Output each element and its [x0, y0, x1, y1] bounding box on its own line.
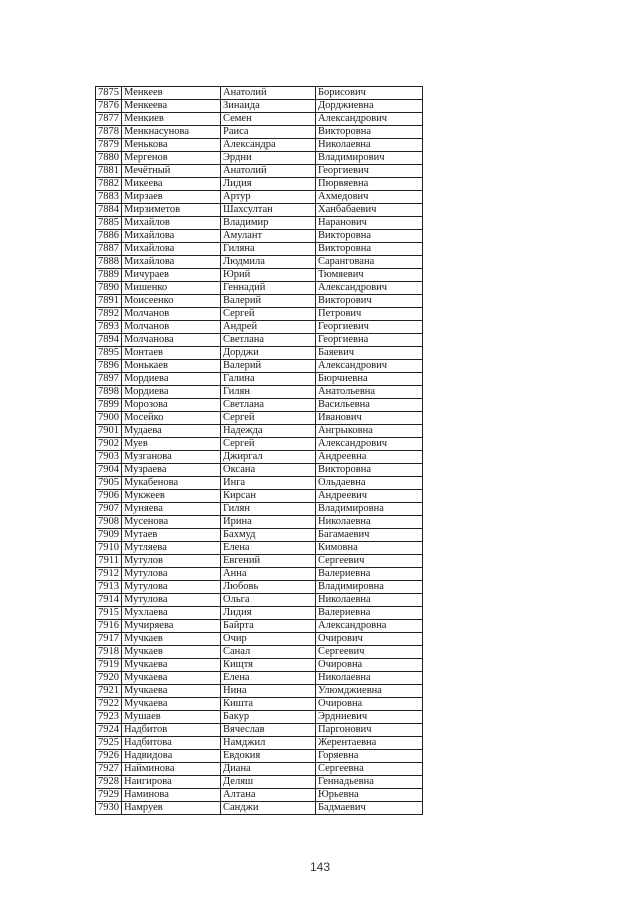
row-number: 7920 — [96, 672, 122, 685]
row-number: 7892 — [96, 308, 122, 321]
patronymic-cell: Юрьевна — [316, 789, 423, 802]
table-row — [96, 178, 423, 191]
surname-cell: Моисеенко — [122, 295, 221, 308]
table-row — [96, 711, 423, 724]
row-number: 7909 — [96, 529, 122, 542]
row-number: 7900 — [96, 412, 122, 425]
patronymic-cell: Сарангована — [316, 256, 423, 269]
table-row — [96, 555, 423, 568]
given-name-cell: Елена — [221, 542, 316, 555]
surname-cell: Найминова — [122, 763, 221, 776]
given-name-cell: Лидия — [221, 178, 316, 191]
given-name-cell: Галина — [221, 373, 316, 386]
surname-cell: Надбитов — [122, 724, 221, 737]
patronymic-cell: Баяевич — [316, 347, 423, 360]
table-row — [96, 191, 423, 204]
given-name-cell: Людмила — [221, 256, 316, 269]
patronymic-cell: Очировна — [316, 659, 423, 672]
table-row — [96, 165, 423, 178]
patronymic-cell: Георгиевич — [316, 321, 423, 334]
row-number: 7897 — [96, 373, 122, 386]
given-name-cell: Геннадий — [221, 282, 316, 295]
given-name-cell: Дорджи — [221, 347, 316, 360]
row-number: 7877 — [96, 113, 122, 126]
given-name-cell: Диана — [221, 763, 316, 776]
surname-cell: Мутляева — [122, 542, 221, 555]
surname-cell: Михайлова — [122, 256, 221, 269]
patronymic-cell: Сергеевич — [316, 555, 423, 568]
table-row — [96, 685, 423, 698]
table-row — [96, 594, 423, 607]
row-number: 7927 — [96, 763, 122, 776]
row-number: 7899 — [96, 399, 122, 412]
patronymic-cell: Очирович — [316, 633, 423, 646]
surname-cell: Мичураев — [122, 269, 221, 282]
table-row — [96, 126, 423, 139]
surname-cell: Мучкаева — [122, 659, 221, 672]
surname-cell: Монтаев — [122, 347, 221, 360]
row-number: 7915 — [96, 607, 122, 620]
surname-cell: Микеева — [122, 178, 221, 191]
given-name-cell: Сергей — [221, 438, 316, 451]
table-row — [96, 490, 423, 503]
table-row — [96, 438, 423, 451]
surname-cell: Молчанов — [122, 308, 221, 321]
row-number: 7925 — [96, 737, 122, 750]
row-number: 7921 — [96, 685, 122, 698]
row-number: 7929 — [96, 789, 122, 802]
surname-cell: Мучиряева — [122, 620, 221, 633]
patronymic-cell: Ханбабаевич — [316, 204, 423, 217]
surname-cell: Мишенко — [122, 282, 221, 295]
row-number: 7879 — [96, 139, 122, 152]
table-row — [96, 516, 423, 529]
table-row — [96, 542, 423, 555]
patronymic-cell: Паргонович — [316, 724, 423, 737]
row-number: 7917 — [96, 633, 122, 646]
given-name-cell: Кищтя — [221, 659, 316, 672]
table-row — [96, 139, 423, 152]
row-number: 7883 — [96, 191, 122, 204]
surname-cell: Надбитова — [122, 737, 221, 750]
patronymic-cell: Викторовна — [316, 464, 423, 477]
patronymic-cell: Александрович — [316, 282, 423, 295]
given-name-cell: Гилян — [221, 503, 316, 516]
patronymic-cell: Владимирович — [316, 152, 423, 165]
table-row — [96, 477, 423, 490]
table-row — [96, 321, 423, 334]
patronymic-cell: Тюмяевич — [316, 269, 423, 282]
patronymic-cell: Васильевна — [316, 399, 423, 412]
surname-cell: Менькова — [122, 139, 221, 152]
surname-cell: Михайлова — [122, 230, 221, 243]
patronymic-cell: Горяевна — [316, 750, 423, 763]
surname-cell: Мухлаева — [122, 607, 221, 620]
table-row — [96, 451, 423, 464]
patronymic-cell: Кимовна — [316, 542, 423, 555]
surname-cell: Музраева — [122, 464, 221, 477]
patronymic-cell: Бадмаевич — [316, 802, 423, 815]
table-body — [96, 87, 423, 815]
table-row — [96, 802, 423, 815]
given-name-cell: Елена — [221, 672, 316, 685]
table-row — [96, 230, 423, 243]
patronymic-cell: Андреевич — [316, 490, 423, 503]
given-name-cell: Джиргал — [221, 451, 316, 464]
patronymic-cell: Александрович — [316, 438, 423, 451]
given-name-cell: Шахсултан — [221, 204, 316, 217]
row-number: 7928 — [96, 776, 122, 789]
row-number: 7893 — [96, 321, 122, 334]
given-name-cell: Деляш — [221, 776, 316, 789]
surname-cell: Михайлова — [122, 243, 221, 256]
table-row — [96, 347, 423, 360]
given-name-cell: Вячеслав — [221, 724, 316, 737]
given-name-cell: Любовь — [221, 581, 316, 594]
row-number: 7889 — [96, 269, 122, 282]
patronymic-cell: Александрович — [316, 113, 423, 126]
table-row — [96, 581, 423, 594]
row-number: 7916 — [96, 620, 122, 633]
patronymic-cell: Александрович — [316, 360, 423, 373]
row-number: 7912 — [96, 568, 122, 581]
given-name-cell: Байрта — [221, 620, 316, 633]
table-row — [96, 633, 423, 646]
table-row — [96, 776, 423, 789]
table-row — [96, 763, 423, 776]
patronymic-cell: Владимировна — [316, 503, 423, 516]
table-row — [96, 217, 423, 230]
table-row — [96, 646, 423, 659]
row-number: 7918 — [96, 646, 122, 659]
surname-cell: Мергенов — [122, 152, 221, 165]
table-row — [96, 152, 423, 165]
surname-cell: Мукжеев — [122, 490, 221, 503]
table-row — [96, 503, 423, 516]
given-name-cell: Кирсан — [221, 490, 316, 503]
given-name-cell: Оксана — [221, 464, 316, 477]
surname-cell: Мордиева — [122, 373, 221, 386]
table-row — [96, 308, 423, 321]
patronymic-cell: Викторовна — [316, 230, 423, 243]
surname-cell: Мирзиметов — [122, 204, 221, 217]
row-number: 7888 — [96, 256, 122, 269]
row-number: 7907 — [96, 503, 122, 516]
table-row — [96, 256, 423, 269]
surname-cell: Мушаев — [122, 711, 221, 724]
patronymic-cell: Ангрыковна — [316, 425, 423, 438]
surname-cell: Мутулов — [122, 555, 221, 568]
surname-cell: Менкиев — [122, 113, 221, 126]
row-number: 7924 — [96, 724, 122, 737]
given-name-cell: Алтана — [221, 789, 316, 802]
patronymic-cell: Владимировна — [316, 581, 423, 594]
table-row — [96, 620, 423, 633]
given-name-cell: Ирина — [221, 516, 316, 529]
given-name-cell: Светлана — [221, 399, 316, 412]
row-number: 7891 — [96, 295, 122, 308]
given-name-cell: Светлана — [221, 334, 316, 347]
row-number: 7919 — [96, 659, 122, 672]
surname-cell: Мукабенова — [122, 477, 221, 490]
given-name-cell: Намджил — [221, 737, 316, 750]
surname-cell: Мечётный — [122, 165, 221, 178]
patronymic-cell: Валериевна — [316, 607, 423, 620]
given-name-cell: Нина — [221, 685, 316, 698]
surname-cell: Наигирова — [122, 776, 221, 789]
row-number: 7904 — [96, 464, 122, 477]
patronymic-cell: Ольдаевна — [316, 477, 423, 490]
table-row — [96, 529, 423, 542]
given-name-cell: Гиляна — [221, 243, 316, 256]
table-row — [96, 737, 423, 750]
patronymic-cell: Геннадьевна — [316, 776, 423, 789]
row-number: 7903 — [96, 451, 122, 464]
surname-cell: Менкеева — [122, 100, 221, 113]
surname-cell: Наминова — [122, 789, 221, 802]
table-row — [96, 243, 423, 256]
surname-cell: Мосейко — [122, 412, 221, 425]
patronymic-cell: Анатольевна — [316, 386, 423, 399]
surname-cell: Михайлов — [122, 217, 221, 230]
row-number: 7875 — [96, 87, 122, 100]
given-name-cell: Александра — [221, 139, 316, 152]
patronymic-cell: Петрович — [316, 308, 423, 321]
table-row — [96, 373, 423, 386]
table-row — [96, 113, 423, 126]
given-name-cell: Раиса — [221, 126, 316, 139]
row-number: 7911 — [96, 555, 122, 568]
surname-cell: Мордиева — [122, 386, 221, 399]
patronymic-cell: Александровна — [316, 620, 423, 633]
given-name-cell: Артур — [221, 191, 316, 204]
patronymic-cell: Жерентаевна — [316, 737, 423, 750]
given-name-cell: Кишта — [221, 698, 316, 711]
table-row — [96, 659, 423, 672]
patronymic-cell: Викторовна — [316, 126, 423, 139]
row-number: 7926 — [96, 750, 122, 763]
given-name-cell: Зинаида — [221, 100, 316, 113]
patronymic-cell: Сергеевич — [316, 646, 423, 659]
given-name-cell: Евгений — [221, 555, 316, 568]
patronymic-cell: Иванович — [316, 412, 423, 425]
given-name-cell: Семен — [221, 113, 316, 126]
patronymic-cell: Николаевна — [316, 139, 423, 152]
row-number: 7881 — [96, 165, 122, 178]
given-name-cell: Андрей — [221, 321, 316, 334]
patronymic-cell: Пюрвяевна — [316, 178, 423, 191]
row-number: 7902 — [96, 438, 122, 451]
row-number: 7895 — [96, 347, 122, 360]
given-name-cell: Бахмуд — [221, 529, 316, 542]
surname-cell: Менкнасунова — [122, 126, 221, 139]
table-row — [96, 698, 423, 711]
surname-cell: Мутулова — [122, 568, 221, 581]
patronymic-cell: Эрдниевич — [316, 711, 423, 724]
table-row — [96, 269, 423, 282]
table-row — [96, 87, 423, 100]
table-row — [96, 360, 423, 373]
surname-cell: Мирзаев — [122, 191, 221, 204]
given-name-cell: Инга — [221, 477, 316, 490]
patronymic-cell: Багамаевич — [316, 529, 423, 542]
given-name-cell: Валерий — [221, 360, 316, 373]
given-name-cell: Ольга — [221, 594, 316, 607]
surname-cell: Муев — [122, 438, 221, 451]
given-name-cell: Валерий — [221, 295, 316, 308]
patronymic-cell: Дорджиевна — [316, 100, 423, 113]
table-row — [96, 568, 423, 581]
given-name-cell: Анатолий — [221, 87, 316, 100]
surname-cell: Мучкаева — [122, 698, 221, 711]
row-number: 7908 — [96, 516, 122, 529]
table-row — [96, 412, 423, 425]
patronymic-cell: Викторович — [316, 295, 423, 308]
patronymic-cell: Николаевна — [316, 594, 423, 607]
surname-cell: Молчанов — [122, 321, 221, 334]
patronymic-cell: Георгиевна — [316, 334, 423, 347]
given-name-cell: Эрдни — [221, 152, 316, 165]
row-number: 7910 — [96, 542, 122, 555]
table-row — [96, 295, 423, 308]
row-number: 7896 — [96, 360, 122, 373]
table-row — [96, 672, 423, 685]
surname-cell: Мучкаева — [122, 672, 221, 685]
row-number: 7898 — [96, 386, 122, 399]
table-row — [96, 789, 423, 802]
row-number: 7890 — [96, 282, 122, 295]
patronymic-cell: Сергеевна — [316, 763, 423, 776]
given-name-cell: Санджи — [221, 802, 316, 815]
surname-cell: Мучкаев — [122, 646, 221, 659]
row-number: 7885 — [96, 217, 122, 230]
row-number: 7884 — [96, 204, 122, 217]
row-number: 7894 — [96, 334, 122, 347]
table-row — [96, 100, 423, 113]
row-number: 7876 — [96, 100, 122, 113]
given-name-cell: Лидия — [221, 607, 316, 620]
patronymic-cell: Улюмджиевна — [316, 685, 423, 698]
patronymic-cell: Валериевна — [316, 568, 423, 581]
given-name-cell: Владимир — [221, 217, 316, 230]
patronymic-cell: Очировна — [316, 698, 423, 711]
surname-cell: Мучкаев — [122, 633, 221, 646]
given-name-cell: Амулант — [221, 230, 316, 243]
surname-cell: Мучкаева — [122, 685, 221, 698]
name-register-table — [95, 86, 423, 815]
surname-cell: Музганова — [122, 451, 221, 464]
patronymic-cell: Борисович — [316, 87, 423, 100]
surname-cell: Надвидова — [122, 750, 221, 763]
surname-cell: Менкеев — [122, 87, 221, 100]
row-number: 7878 — [96, 126, 122, 139]
row-number: 7882 — [96, 178, 122, 191]
patronymic-cell: Наранович — [316, 217, 423, 230]
row-number: 7922 — [96, 698, 122, 711]
patronymic-cell: Николаевна — [316, 672, 423, 685]
table-row — [96, 750, 423, 763]
row-number: 7880 — [96, 152, 122, 165]
surname-cell: Мусенова — [122, 516, 221, 529]
patronymic-cell: Георгиевич — [316, 165, 423, 178]
table-row — [96, 334, 423, 347]
row-number: 7886 — [96, 230, 122, 243]
surname-cell: Морозова — [122, 399, 221, 412]
surname-cell: Молчанова — [122, 334, 221, 347]
patronymic-cell: Андреевна — [316, 451, 423, 464]
patronymic-cell: Николаевна — [316, 516, 423, 529]
surname-cell: Мудаева — [122, 425, 221, 438]
row-number: 7901 — [96, 425, 122, 438]
given-name-cell: Санал — [221, 646, 316, 659]
table-row — [96, 425, 423, 438]
surname-cell: Муняева — [122, 503, 221, 516]
given-name-cell: Гилян — [221, 386, 316, 399]
given-name-cell: Сергей — [221, 308, 316, 321]
row-number: 7906 — [96, 490, 122, 503]
given-name-cell: Евдокия — [221, 750, 316, 763]
row-number: 7887 — [96, 243, 122, 256]
surname-cell: Намруев — [122, 802, 221, 815]
patronymic-cell: Викторовна — [316, 243, 423, 256]
given-name-cell: Очир — [221, 633, 316, 646]
patronymic-cell: Бюрчиевна — [316, 373, 423, 386]
surname-cell: Мутаев — [122, 529, 221, 542]
table-row — [96, 399, 423, 412]
table-row — [96, 386, 423, 399]
table-row — [96, 204, 423, 217]
row-number: 7930 — [96, 802, 122, 815]
given-name-cell: Анна — [221, 568, 316, 581]
given-name-cell: Бакур — [221, 711, 316, 724]
row-number: 7913 — [96, 581, 122, 594]
patronymic-cell: Ахмедович — [316, 191, 423, 204]
table-row — [96, 282, 423, 295]
row-number: 7905 — [96, 477, 122, 490]
table-row — [96, 464, 423, 477]
table-row — [96, 724, 423, 737]
row-number: 7923 — [96, 711, 122, 724]
row-number: 7914 — [96, 594, 122, 607]
given-name-cell: Анатолий — [221, 165, 316, 178]
surname-cell: Мутулова — [122, 581, 221, 594]
given-name-cell: Юрий — [221, 269, 316, 282]
surname-cell: Монькаев — [122, 360, 221, 373]
given-name-cell: Сергей — [221, 412, 316, 425]
given-name-cell: Надежда — [221, 425, 316, 438]
surname-cell: Мутулова — [122, 594, 221, 607]
page-number: 143 — [309, 860, 331, 874]
table-row — [96, 607, 423, 620]
